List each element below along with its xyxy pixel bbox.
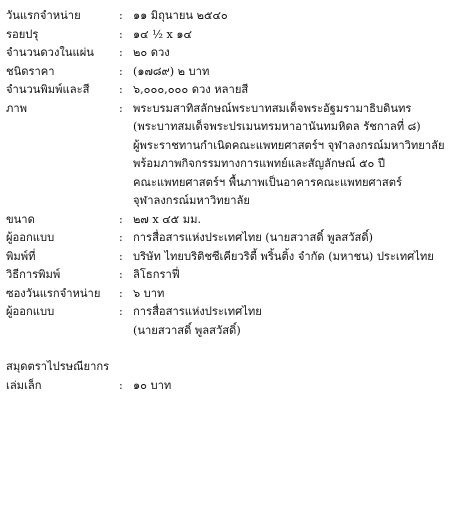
value-printer [133, 248, 460, 267]
row-print-quantity [6, 81, 460, 100]
label-size: ขนาด [6, 212, 35, 226]
colon: : [119, 268, 123, 281]
value-denomination [133, 63, 460, 82]
row-fdc-envelope [6, 285, 460, 304]
row-designer [6, 229, 460, 248]
value-line: พระบรมสาทิสลักษณ์พระบาทสมเด็จพระอัฐมรามาธิบดินทร [133, 101, 412, 115]
row-album-label [6, 358, 460, 377]
value-print-method [133, 266, 460, 285]
section-spacer [6, 340, 460, 358]
colon-empty [119, 358, 133, 377]
label-album-line1: สมุดตราไปรษณียากร [6, 360, 110, 373]
value-fdc-envelope [133, 285, 460, 304]
label-perforation: รอยปรุ [6, 27, 39, 41]
colon: : [119, 249, 123, 263]
value-line: ๑๔ ½ x ๑๔ [133, 27, 192, 41]
colon: : [119, 101, 123, 115]
value-size [133, 211, 460, 230]
row-perforation [6, 26, 460, 45]
colon: : [119, 305, 123, 318]
colon: : [119, 378, 123, 392]
colon: : [119, 64, 123, 78]
value-album: ๑๐ บาท [133, 378, 172, 392]
value-line: (๑๗๘๙) ๒ บาท [133, 64, 210, 78]
row-denomination [6, 63, 460, 82]
colon: : [119, 212, 123, 226]
label-fdc-envelope: ซองวันแรกจำหน่าย [6, 286, 101, 300]
label-printer: พิมพ์ที่ [6, 249, 36, 263]
value-empty [133, 358, 460, 377]
row-envelope-designer [6, 303, 460, 340]
label-denomination: ชนิดราคา [6, 64, 55, 78]
value-line: ๖ บาท [133, 286, 165, 300]
colon: : [119, 9, 123, 22]
stamp-info-document [6, 7, 460, 395]
value-envelope-designer [133, 303, 460, 340]
label-album-line2: เล่มเล็ก [6, 378, 42, 392]
value-line: จุฬาลงกรณ์มหาวิทยาลัย [133, 194, 250, 207]
value-line: คณะแพทยศาสตร์ฯ พื้นภาพเป็นอาคารคณะแพทยศาสตร์ [133, 175, 402, 189]
row-print-method [6, 266, 460, 285]
value-line: ๖,๐๐๐,๐๐๐ ดวง หลายสี [133, 83, 249, 96]
value-print-quantity [133, 81, 460, 100]
label-image: ภาพ [6, 101, 28, 115]
label-envelope-designer: ผู้ออกแบบ [6, 305, 55, 318]
value-image [133, 100, 460, 211]
value-line: การสื่อสารแห่งประเทศไทย (นายสวาสดิ์ พูลสวัสดิ์) [133, 231, 374, 244]
colon: : [119, 231, 123, 244]
value-line: ๒๗ x ๔๕ มม. [133, 212, 202, 226]
row-size [6, 211, 460, 230]
value-designer [133, 229, 460, 248]
value-perforation [133, 26, 460, 45]
label-print-quantity: จำนวนพิมพ์และสี [6, 83, 90, 96]
value-line: บริษัท ไทยบริติชซีเคียวริตี้ พริ้นติ้ง จำกัด (มหาชน) ประเทศไทย [133, 249, 434, 263]
value-first-day [133, 7, 460, 26]
label-print-method: วิธีการพิมพ์ [6, 268, 61, 281]
value-line: ลิโธกราฟี่ [133, 268, 180, 281]
colon: : [119, 27, 123, 41]
row-stamps-per-sheet [6, 44, 460, 63]
value-stamps-per-sheet [133, 44, 460, 63]
label-stamps-per-sheet: จำนวนดวงในแผ่น [6, 46, 94, 59]
value-line: พร้อมภาพกิจกรรมทางการแพทย์และสัญลักษณ์ ๕๐ ปี [133, 157, 386, 170]
value-line: การสื่อสารแห่งประเทศไทย [133, 305, 262, 318]
row-image [6, 100, 460, 211]
label-designer: ผู้ออกแบบ [6, 231, 55, 244]
value-line: (นายสวาสดิ์ พูลสวัสดิ์) [133, 323, 241, 337]
colon: : [119, 83, 123, 96]
row-printer [6, 248, 460, 267]
value-line: (พระบาทสมเด็จพระปรเมนทรมหาอานันทมหิดล รัชกาลที่ ๘) [133, 120, 421, 133]
value-line: ผู้พระราชทานกำเนิดคณะแพทยศาสตร์ฯ จุฬาลงกรณ์มหาวิทยาลัย [133, 138, 445, 152]
value-line: ๑๑ มิถุนายน ๒๕๔๐ [133, 9, 228, 22]
label-first-day: วันแรกจำหน่าย [6, 9, 81, 22]
colon: : [119, 46, 123, 59]
value-line: ๒๐ ดวง [133, 46, 170, 59]
row-first-day [6, 7, 460, 26]
row-album [6, 377, 460, 396]
colon: : [119, 286, 123, 300]
